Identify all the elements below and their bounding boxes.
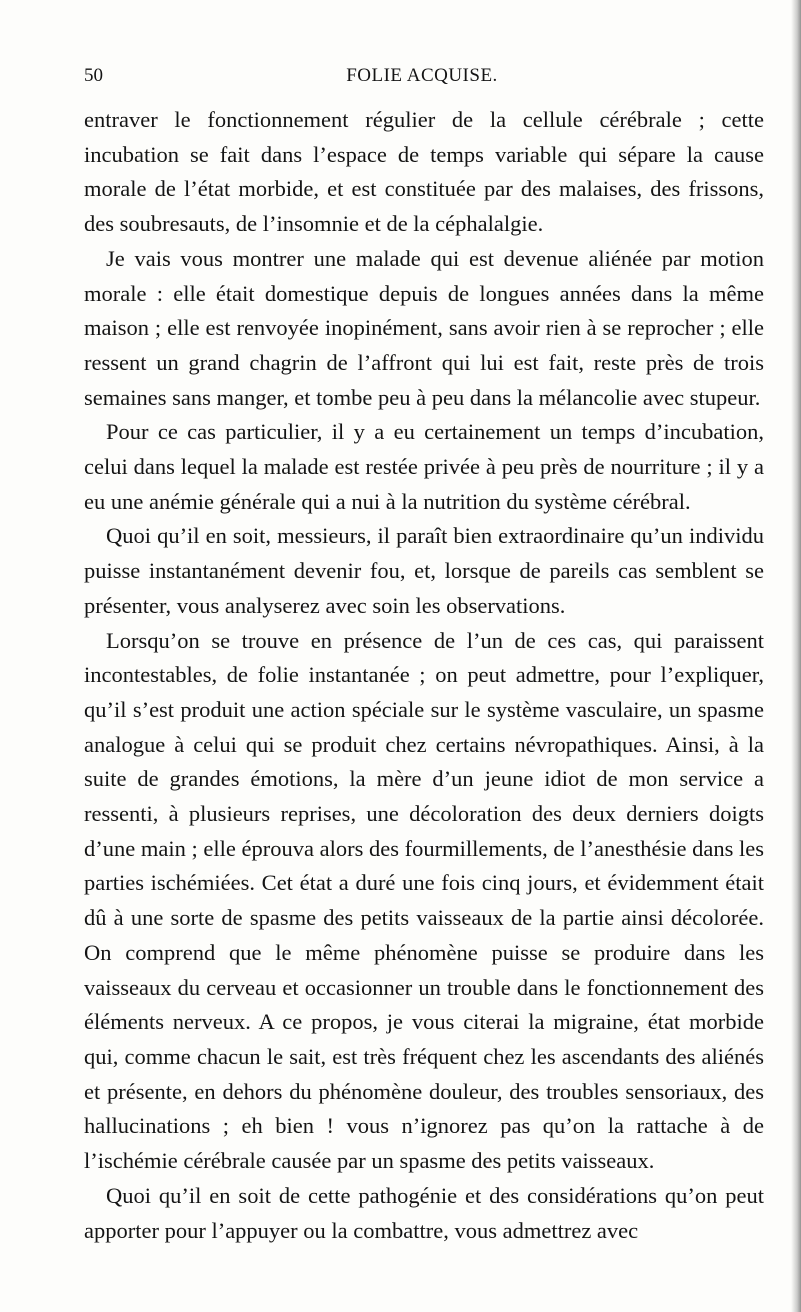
paragraph: Quoi qu’il en soit, messieurs, il paraît bien extraordinaire qu’un individu puisse instantanément devenir fou, et, lorsque de pareils cas semblent se présenter, vous analyserez avec soin les observations. <box>84 523 764 618</box>
body-text <box>84 103 764 1248</box>
paragraph: Quoi qu’il en soit de cette pathogénie et des considérations qu’on peut apporter pour l’appuyer ou la combattre, vous admettrez avec <box>84 1182 764 1243</box>
page-number: 50 <box>84 65 103 86</box>
running-head <box>84 64 760 88</box>
paragraph: Je vais vous montrer une malade qui est devenue aliénée par motion morale : elle était domestique depuis de longues années dans la même maison ; elle est renvoyée inopinément, sans avoir rien à se reprocher ; elle ressent un grand chagrin de l’affront qui lui est fait, reste près de trois semaines sans manger, et tombe peu à peu dans la mélancolie avec stupeur. <box>84 245 764 410</box>
paragraph: Lorsqu’on se trouve en présence de l’un de ces cas, qui paraissent incontestables, de folie instantanée ; on peut admettre, pour l’expliquer, qu’il s’est produit une action spéciale sur le système vasculaire, un spasme analogue à celui qui se produit chez certains névropathiques. Ainsi, à la suite de grandes émotions, la mère d’un jeune idiot de mon service a ressenti, à plusieurs reprises, une décoloration des deux derniers doigts d’une main ; elle éprouva alors des fourmillements, de l’anesthésie dans les parties ischémiées. Cet état a duré une fois cinq jours, et évidemment était dû à une sorte de spasme des petits vaisseaux de la partie ainsi décolorée. On comprend que le même phénomène puisse se produire dans les vaisseaux du cerveau et occasionner un trouble dans le fonctionnement des éléments nerveux. A ce propos, je vous citerai la migraine, état morbide qui, comme chacun le sait, est très fréquent chez les ascendants des aliénés et présente, en dehors du phénomène douleur, des troubles sensoriaux, des hallucinations ; eh bien ! vous n’ignorez pas qu’on la rattache à de l’ischémie cérébrale causée par un spasme des petits vaisseaux. <box>84 627 764 1174</box>
running-title: FOLIE ACQUISE. <box>346 65 498 86</box>
paragraph: Pour ce cas particulier, il y a eu certainement un temps d’incubation, celui dans lequel la malade est restée privée à peu près de nourriture ; il y a eu une anémie générale qui a nui à la nutrition du système cérébral. <box>84 419 764 514</box>
paragraph: entraver le fonctionnement régulier de la cellule cérébrale ; cette incubation se fait dans l’espace de temps variable qui sépare la cause morale de l’état morbide, et est constituée par des malaises, des frissons, des soubresauts, de l’insomnie et de la céphalalgie. <box>84 107 764 237</box>
